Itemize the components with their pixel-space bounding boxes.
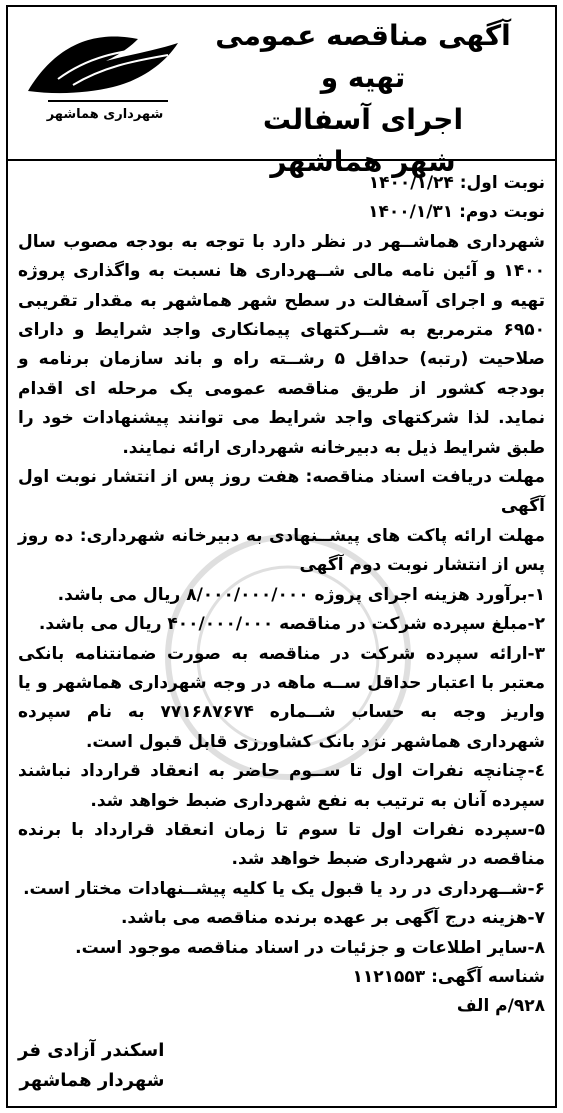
condition-item: ۸-سایر اطلاعات و جزئیات در اسناد مناقصه موجود است. [75, 937, 545, 958]
deadline-documents: مهلت دریافت اسناد مناقصه: هفت روز پس از انتشار نوبت اول آگهی [18, 467, 545, 517]
logo-text: شهرداری هماشهر [46, 107, 164, 122]
condition-item: ۲-مبلغ سپرده شرکت در مناقصه ۴۰۰/۰۰۰/۰۰۰ ریال می باشد. [38, 614, 545, 635]
signature-name: اسکندر آزادی فر [18, 1040, 165, 1061]
title-line: شهر هماشهر [270, 145, 456, 178]
ad-code: ۹۲۸/م الف [456, 996, 545, 1017]
date-first: نوبت اول: ۱۴۰۰/۱/۲۴ [368, 173, 545, 193]
ad-title [183, 15, 543, 183]
signature-block [18, 1036, 164, 1096]
condition-item: ۵-سپرده نفرات اول تا سوم تا زمان انعقاد قرارداد با برنده مناقصه در شهرداری ضبط خواهد شد. [18, 819, 545, 870]
deadline-envelopes: مهلت ارائه پاکت های پیشــنهادی به دبیرخانه شهرداری: ده روز پس از انتشار نوبت دوم آگهی [18, 525, 545, 576]
condition-item: ۳-ارائه سپرده شرکت در مناقصه به صورت ضمانتنامه بانکی معتبر با اعتبار حداقل ســه ماهه در وجه شهرداری هماشهر و یا واریز وجه به حساب شــماره ۷۷۱۶۸۷۶۷۴ به نام سپرده شهرداری هماشهر نزد بانک کشاورزی قابل قبول است. [18, 643, 545, 752]
condition-item: ٤-چنانچه نفرات اول تا ســوم حاضر به انعقاد قرارداد نباشند سپرده آنان به ترتیب به نفع شهرداری ضبط خواهد شد. [18, 761, 545, 811]
ad-frame [6, 5, 557, 1108]
ad-body [18, 169, 545, 1022]
title-line: اجرای آسفالت [262, 103, 464, 136]
condition-item: ۶-شــهرداری در رد یا قبول یک یا کلیه پیشــنهادات مختار است. [23, 878, 545, 899]
ad-id: شناسه آگهی: ۱۱۲۱۵۵۳ [352, 966, 545, 987]
intro-paragraph: شهرداری هماشــهر در نظر دارد با توجه به بودجه مصوب سال ۱۴۰۰ و آئین نامه مالی شــهرداری ها نسبت به واگذاری پروژه تهیه و اجرای آسفالت در سطح شهر هماشهر به مقدار تقریبی ۶۹۵۰ مترمربع به شــرکتهای پیمانکاری واجد شرایط و دارای صلاحیت (رتبه) حداقل ۵ رشــته راه و باند سازمان برنامه و بودجه کشور از طریق مناقصه عمومی یک مرحله ای اقدام نماید. لذا شرکتهای واجد شرایط می توانند پیشنهادات خود را طبق شرایط ذیل به دبیرخانه شهرداری ارائه نمایند. [18, 231, 545, 458]
logo-emblem-icon [18, 21, 188, 146]
condition-item: ۷-هزینه درج آگهی بر عهده برنده مناقصه می باشد. [120, 908, 545, 929]
signature-role: شهردار هماشهر [19, 1070, 165, 1091]
date-second: نوبت دوم: ۱۴۰۰/۱/۳۱ [368, 202, 545, 223]
condition-item: ۱-برآورد هزینه اجرای پروژه ۸/۰۰۰/۰۰۰/۰۰۰ ریال می باشد. [57, 584, 545, 605]
title-line: آگهی مناقصه عمومی تهیه و [215, 19, 511, 94]
municipality-logo [18, 21, 188, 146]
ad-header [8, 7, 555, 178]
